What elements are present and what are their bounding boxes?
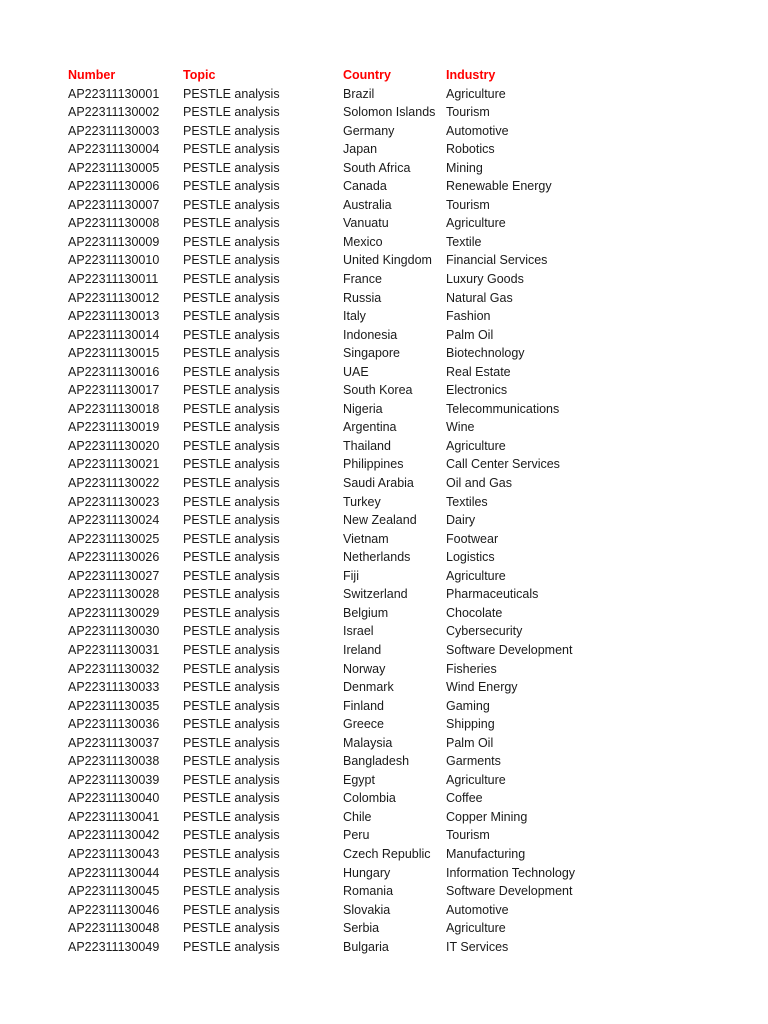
cell-topic: PESTLE analysis	[183, 123, 280, 138]
table-row	[68, 455, 596, 474]
cell-country: Singapore	[343, 346, 400, 361]
cell-country: Japan	[343, 142, 378, 157]
cell-topic: PESTLE analysis	[183, 234, 280, 249]
cell-topic: PESTLE analysis	[183, 142, 280, 157]
cell-country: Solomon Islands	[343, 105, 436, 120]
cell-industry: Mining	[446, 160, 483, 175]
table-row	[68, 493, 596, 512]
cell-number: AP22311130026	[68, 550, 160, 565]
table-row	[68, 326, 596, 345]
cell-number: AP22311130023	[68, 494, 160, 509]
cell-industry: Tourism	[446, 828, 490, 843]
cell-country: Bulgaria	[343, 939, 389, 954]
table-row	[68, 752, 596, 771]
cell-country: Brazil	[343, 86, 375, 101]
data-table	[68, 66, 596, 956]
cell-number: AP22311130015	[68, 346, 160, 361]
cell-industry: Electronics	[446, 383, 508, 398]
cell-topic: PESTLE analysis	[183, 939, 280, 954]
table-row	[68, 660, 596, 679]
cell-number: AP22311130001	[68, 86, 160, 101]
cell-topic: PESTLE analysis	[183, 772, 280, 787]
cell-country: New Zealand	[343, 513, 417, 528]
table-row	[68, 233, 596, 252]
cell-industry: Footwear	[446, 531, 499, 546]
cell-country: Norway	[343, 661, 386, 676]
cell-industry: Fashion	[446, 309, 491, 324]
cell-topic: PESTLE analysis	[183, 216, 280, 231]
cell-country: Canada	[343, 179, 387, 194]
table-row	[68, 641, 596, 660]
cell-country: Bangladesh	[343, 754, 410, 769]
cell-topic: PESTLE analysis	[183, 401, 280, 416]
table-row	[68, 604, 596, 623]
cell-industry: Luxury Goods	[446, 272, 524, 287]
cell-industry: Telecommunications	[446, 401, 560, 416]
cell-number: AP22311130005	[68, 160, 160, 175]
cell-number: AP22311130035	[68, 698, 160, 713]
cell-topic: PESTLE analysis	[183, 457, 280, 472]
cell-industry: Software Development	[446, 884, 573, 899]
cell-topic: PESTLE analysis	[183, 809, 280, 824]
cell-topic: PESTLE analysis	[183, 253, 280, 268]
cell-country: Ireland	[343, 642, 382, 657]
cell-number: AP22311130032	[68, 661, 160, 676]
cell-country: Chile	[343, 809, 372, 824]
cell-industry: Agriculture	[446, 86, 506, 101]
cell-number: AP22311130038	[68, 754, 160, 769]
table-row	[68, 734, 596, 753]
cell-number: AP22311130043	[68, 846, 160, 861]
table-row	[68, 418, 596, 437]
cell-number: AP22311130045	[68, 884, 160, 899]
cell-country: Belgium	[343, 605, 389, 620]
cell-topic: PESTLE analysis	[183, 531, 280, 546]
table-row	[68, 289, 596, 308]
cell-number: AP22311130037	[68, 735, 160, 750]
cell-number: AP22311130008	[68, 216, 160, 231]
table-row	[68, 363, 596, 382]
table-row	[68, 864, 596, 883]
cell-topic: PESTLE analysis	[183, 364, 280, 379]
cell-country: United Kingdom	[343, 253, 432, 268]
cell-number: AP22311130028	[68, 587, 160, 602]
cell-topic: PESTLE analysis	[183, 197, 280, 212]
cell-country: Russia	[343, 290, 382, 305]
cell-topic: PESTLE analysis	[183, 383, 280, 398]
cell-topic: PESTLE analysis	[183, 587, 280, 602]
cell-number: AP22311130033	[68, 680, 160, 695]
cell-topic: PESTLE analysis	[183, 105, 280, 120]
cell-country: Israel	[343, 624, 374, 639]
cell-topic: PESTLE analysis	[183, 661, 280, 676]
cell-industry: Manufacturing	[446, 846, 526, 861]
cell-industry: Agriculture	[446, 772, 506, 787]
cell-industry: Copper Mining	[446, 809, 528, 824]
cell-topic: PESTLE analysis	[183, 476, 280, 491]
cell-country: Hungary	[343, 865, 391, 880]
table-row	[68, 251, 596, 270]
table-row	[68, 530, 596, 549]
cell-topic: PESTLE analysis	[183, 550, 280, 565]
cell-number: AP22311130003	[68, 123, 160, 138]
cell-number: AP22311130048	[68, 921, 160, 936]
cell-number: AP22311130020	[68, 438, 160, 453]
cell-country: Italy	[343, 309, 366, 324]
cell-industry: Shipping	[446, 717, 495, 732]
cell-topic: PESTLE analysis	[183, 791, 280, 806]
table-row	[68, 585, 596, 604]
cell-topic: PESTLE analysis	[183, 513, 280, 528]
cell-topic: PESTLE analysis	[183, 680, 280, 695]
cell-topic: PESTLE analysis	[183, 902, 280, 917]
cell-industry: Real Estate	[446, 364, 511, 379]
cell-topic: PESTLE analysis	[183, 272, 280, 287]
cell-topic: PESTLE analysis	[183, 698, 280, 713]
cell-topic: PESTLE analysis	[183, 828, 280, 843]
table-row	[68, 381, 596, 400]
cell-country: Saudi Arabia	[343, 476, 414, 491]
table-row	[68, 938, 596, 957]
cell-industry: Logistics	[446, 550, 495, 565]
header-row	[68, 66, 596, 85]
cell-topic: PESTLE analysis	[183, 86, 280, 101]
cell-industry: Palm Oil	[446, 735, 494, 750]
cell-number: AP22311130049	[68, 939, 160, 954]
cell-number: AP22311130017	[68, 383, 160, 398]
table-row	[68, 474, 596, 493]
table-row	[68, 882, 596, 901]
table-row	[68, 511, 596, 530]
table-row	[68, 196, 596, 215]
cell-industry: Call Center Services	[446, 457, 560, 472]
cell-number: AP22311130039	[68, 772, 160, 787]
cell-topic: PESTLE analysis	[183, 921, 280, 936]
cell-industry: IT Services	[446, 939, 509, 954]
cell-industry: Dairy	[446, 513, 476, 528]
cell-country: Philippines	[343, 457, 404, 472]
table-row	[68, 270, 596, 289]
cell-number: AP22311130011	[68, 272, 159, 287]
header-country: Country	[343, 68, 391, 82]
cell-industry: Garments	[446, 754, 501, 769]
cell-country: Peru	[343, 828, 370, 843]
cell-number: AP22311130004	[68, 142, 160, 157]
table-row	[68, 159, 596, 178]
cell-topic: PESTLE analysis	[183, 494, 280, 509]
table-row	[68, 85, 596, 104]
cell-number: AP22311130014	[68, 327, 160, 342]
cell-industry: Fisheries	[446, 661, 497, 676]
table-row	[68, 344, 596, 363]
table-row	[68, 140, 596, 159]
cell-industry: Agriculture	[446, 568, 506, 583]
cell-country: Nigeria	[343, 401, 383, 416]
cell-number: AP22311130006	[68, 179, 160, 194]
cell-topic: PESTLE analysis	[183, 309, 280, 324]
cell-country: Colombia	[343, 791, 396, 806]
cell-industry: Natural Gas	[446, 290, 513, 305]
table-row	[68, 697, 596, 716]
cell-topic: PESTLE analysis	[183, 846, 280, 861]
cell-country: Indonesia	[343, 327, 398, 342]
cell-industry: Textiles	[446, 494, 488, 509]
table-row	[68, 548, 596, 567]
cell-number: AP22311130031	[68, 642, 160, 657]
cell-country: Netherlands	[343, 550, 411, 565]
table-row	[68, 678, 596, 697]
cell-country: Czech Republic	[343, 846, 431, 861]
table-row	[68, 177, 596, 196]
cell-topic: PESTLE analysis	[183, 865, 280, 880]
cell-number: AP22311130029	[68, 605, 160, 620]
cell-country: Malaysia	[343, 735, 393, 750]
table-row	[68, 307, 596, 326]
cell-number: AP22311130012	[68, 290, 160, 305]
cell-country: Fiji	[343, 568, 359, 583]
cell-number: AP22311130044	[68, 865, 160, 880]
table-row	[68, 789, 596, 808]
table-row	[68, 103, 596, 122]
cell-country: Denmark	[343, 680, 394, 695]
cell-topic: PESTLE analysis	[183, 624, 280, 639]
table-row	[68, 622, 596, 641]
table-row	[68, 808, 596, 827]
cell-number: AP22311130021	[68, 457, 160, 472]
table-row	[68, 826, 596, 845]
cell-number: AP22311130027	[68, 568, 160, 583]
cell-industry: Renewable Energy	[446, 179, 552, 194]
cell-number: AP22311130016	[68, 364, 160, 379]
cell-topic: PESTLE analysis	[183, 605, 280, 620]
cell-number: AP22311130007	[68, 197, 160, 212]
cell-country: Romania	[343, 884, 394, 899]
cell-country: Turkey	[343, 494, 381, 509]
table-row	[68, 122, 596, 141]
cell-number: AP22311130024	[68, 513, 160, 528]
cell-country: South Africa	[343, 160, 411, 175]
cell-number: AP22311130036	[68, 717, 160, 732]
cell-industry: Chocolate	[446, 605, 503, 620]
cell-country: Mexico	[343, 234, 383, 249]
cell-industry: Palm Oil	[446, 327, 494, 342]
cell-topic: PESTLE analysis	[183, 754, 280, 769]
cell-industry: Agriculture	[446, 438, 506, 453]
cell-number: AP22311130009	[68, 234, 160, 249]
header-number: Number	[68, 68, 116, 82]
cell-country: South Korea	[343, 383, 413, 398]
cell-industry: Cybersecurity	[446, 624, 523, 639]
cell-industry: Agriculture	[446, 216, 506, 231]
cell-country: Germany	[343, 123, 395, 138]
cell-topic: PESTLE analysis	[183, 179, 280, 194]
table-row	[68, 919, 596, 938]
cell-number: AP22311130010	[68, 253, 160, 268]
table-row	[68, 845, 596, 864]
cell-topic: PESTLE analysis	[183, 735, 280, 750]
cell-industry: Tourism	[446, 105, 490, 120]
cell-industry: Software Development	[446, 642, 573, 657]
cell-number: AP22311130046	[68, 902, 160, 917]
table-row	[68, 715, 596, 734]
header-industry: Industry	[446, 68, 496, 82]
cell-industry: Automotive	[446, 123, 509, 138]
cell-country: Vanuatu	[343, 216, 389, 231]
cell-number: AP22311130025	[68, 531, 160, 546]
cell-country: Egypt	[343, 772, 375, 787]
cell-country: Vietnam	[343, 531, 389, 546]
cell-industry: Robotics	[446, 142, 495, 157]
cell-country: Serbia	[343, 921, 380, 936]
cell-industry: Agriculture	[446, 921, 506, 936]
table-row	[68, 567, 596, 586]
cell-industry: Wine	[446, 420, 475, 435]
table-row	[68, 437, 596, 456]
table-row	[68, 400, 596, 419]
cell-country: Finland	[343, 698, 384, 713]
cell-topic: PESTLE analysis	[183, 160, 280, 175]
cell-number: AP22311130040	[68, 791, 160, 806]
cell-number: AP22311130041	[68, 809, 160, 824]
cell-industry: Automotive	[446, 902, 509, 917]
cell-industry: Pharmaceuticals	[446, 587, 539, 602]
header-topic: Topic	[183, 68, 216, 82]
cell-topic: PESTLE analysis	[183, 642, 280, 657]
cell-country: France	[343, 272, 382, 287]
cell-industry: Tourism	[446, 197, 490, 212]
cell-country: Switzerland	[343, 587, 408, 602]
table-body	[68, 85, 596, 957]
table-row	[68, 771, 596, 790]
cell-country: Greece	[343, 717, 384, 732]
cell-number: AP22311130022	[68, 476, 160, 491]
cell-industry: Gaming	[446, 698, 490, 713]
table-row	[68, 901, 596, 920]
cell-industry: Information Technology	[446, 865, 576, 880]
cell-number: AP22311130019	[68, 420, 160, 435]
cell-country: Argentina	[343, 420, 397, 435]
cell-number: AP22311130042	[68, 828, 160, 843]
cell-country: Slovakia	[343, 902, 391, 917]
cell-industry: Financial Services	[446, 253, 548, 268]
cell-topic: PESTLE analysis	[183, 568, 280, 583]
cell-country: Thailand	[343, 438, 391, 453]
cell-industry: Wind Energy	[446, 680, 518, 695]
cell-country: UAE	[343, 364, 369, 379]
cell-topic: PESTLE analysis	[183, 884, 280, 899]
cell-topic: PESTLE analysis	[183, 438, 280, 453]
cell-topic: PESTLE analysis	[183, 327, 280, 342]
cell-number: AP22311130002	[68, 105, 160, 120]
cell-topic: PESTLE analysis	[183, 290, 280, 305]
cell-country: Australia	[343, 197, 392, 212]
cell-industry: Oil and Gas	[446, 476, 513, 491]
cell-number: AP22311130013	[68, 309, 160, 324]
cell-number: AP22311130030	[68, 624, 160, 639]
cell-topic: PESTLE analysis	[183, 717, 280, 732]
cell-industry: Biotechnology	[446, 346, 525, 361]
table-row	[68, 214, 596, 233]
cell-industry: Coffee	[446, 791, 483, 806]
cell-topic: PESTLE analysis	[183, 420, 280, 435]
cell-topic: PESTLE analysis	[183, 346, 280, 361]
cell-industry: Textile	[446, 234, 482, 249]
cell-number: AP22311130018	[68, 401, 160, 416]
